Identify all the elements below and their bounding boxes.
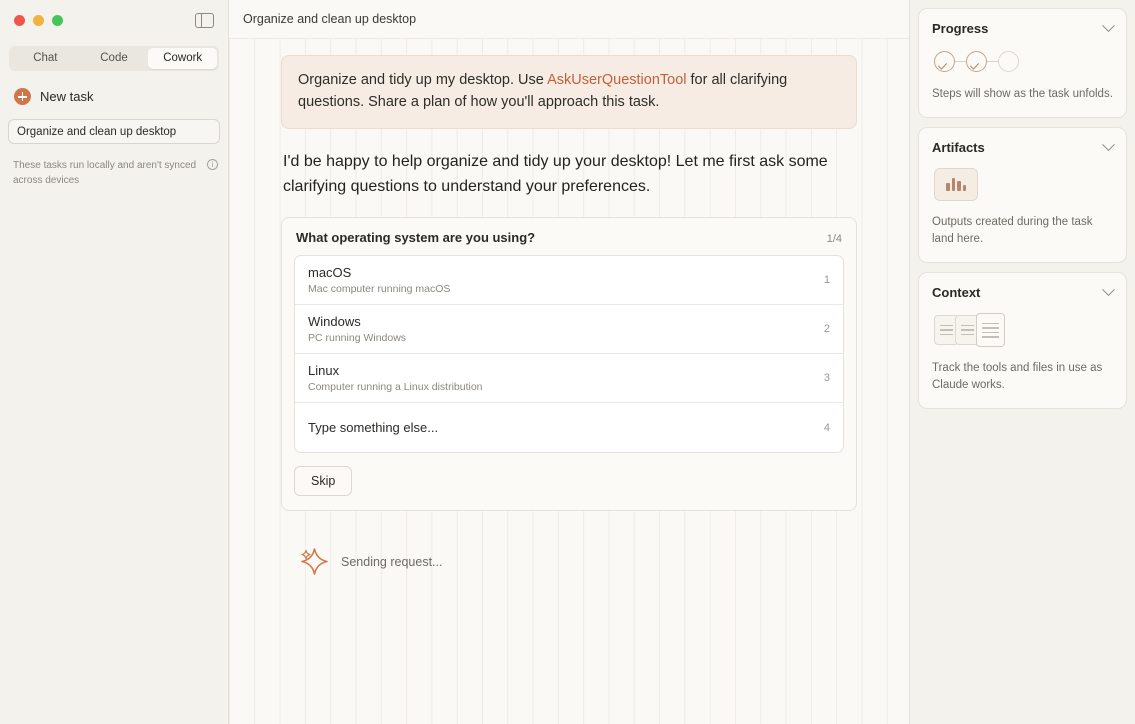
option-description: Computer running a Linux distribution <box>308 381 483 393</box>
step-connector <box>987 61 998 63</box>
artifacts-title: Artifacts <box>932 140 985 155</box>
option-description: PC running Windows <box>308 332 407 344</box>
tab-chat[interactable]: Chat <box>33 52 58 64</box>
option-custom[interactable] <box>295 403 843 452</box>
tool-name-highlight: AskUserQuestionTool <box>547 72 687 88</box>
question-counter: 1/4 <box>826 233 842 245</box>
option-number: 1 <box>823 274 830 286</box>
step-indicator-2 <box>966 51 987 72</box>
option-windows[interactable] <box>295 305 843 354</box>
progress-card <box>918 8 1127 118</box>
progress-note: Steps will show as the task unfolds. <box>932 88 1113 100</box>
main-panel <box>229 0 910 724</box>
page-title-text: Organize and clean up desktop <box>243 12 417 26</box>
tab-code[interactable]: Code <box>100 52 128 64</box>
progress-steps <box>932 49 1113 86</box>
option-description: Mac computer running macOS <box>308 283 451 295</box>
plus-icon <box>14 88 31 105</box>
option-number: 2 <box>823 323 830 335</box>
context-title: Context <box>932 285 981 300</box>
sidebar-toggle-icon[interactable] <box>195 13 214 28</box>
artifacts-card <box>918 127 1127 263</box>
task-item-label: Organize and clean up desktop <box>17 125 177 138</box>
right-panel <box>910 0 1135 724</box>
option-linux[interactable] <box>295 354 843 403</box>
progress-header[interactable] <box>932 21 1113 36</box>
window-controls <box>0 0 228 40</box>
option-number: 4 <box>823 421 830 434</box>
assistant-message: I'd be happy to help organize and tidy up your desktop! Let me first ask some clarifying questions to understand your preferences. <box>283 153 828 195</box>
option-label: Type something else... <box>308 420 439 435</box>
chevron-down-icon[interactable] <box>1102 138 1115 151</box>
new-task-label: New task <box>40 89 94 104</box>
option-label: macOS <box>308 265 352 280</box>
user-prompt-card <box>281 55 857 129</box>
option-label: Linux <box>308 363 340 378</box>
conversation-scroll[interactable] <box>229 39 909 724</box>
question-header <box>294 230 844 255</box>
skip-button[interactable]: Skip <box>294 466 352 496</box>
mode-tabs <box>9 46 219 71</box>
close-window-icon[interactable] <box>14 15 25 26</box>
context-note: Track the tools and files in use as Claude works. <box>932 362 1103 391</box>
question-title: What operating system are you using? <box>296 230 536 245</box>
tab-cowork[interactable]: Cowork <box>148 48 217 69</box>
option-number: 3 <box>823 372 830 384</box>
minimize-window-icon[interactable] <box>33 15 44 26</box>
chart-artifact-icon <box>934 168 978 201</box>
artifacts-header[interactable] <box>932 140 1113 155</box>
info-icon[interactable]: i <box>207 159 218 170</box>
step-connector <box>955 61 966 63</box>
artifacts-note: Outputs created during the task land here. <box>932 216 1093 245</box>
sparkle-icon <box>300 547 329 576</box>
step-indicator-1 <box>934 51 955 72</box>
left-sidebar <box>0 0 229 724</box>
option-label: Windows <box>308 314 361 329</box>
option-list <box>294 255 844 453</box>
context-header[interactable] <box>932 285 1113 300</box>
sidebar-item-task[interactable] <box>8 119 220 144</box>
documents-icon <box>934 313 1113 347</box>
option-macos[interactable] <box>295 256 843 305</box>
sidebar-note <box>13 158 218 188</box>
prompt-text-after: for all clarifying questions. Share a plan of how you'll approach this task. <box>298 72 788 110</box>
chevron-down-icon[interactable] <box>1102 283 1115 296</box>
prompt-text-before: Organize and tidy up my desktop. Use <box>298 72 548 88</box>
step-indicator-3 <box>998 51 1019 72</box>
sidebar-note-text: These tasks run locally and aren't synced across devices <box>13 160 197 186</box>
new-task-button[interactable] <box>14 88 228 105</box>
zoom-window-icon[interactable] <box>52 15 63 26</box>
clarifying-question-card <box>281 217 857 511</box>
progress-title: Progress <box>932 21 989 36</box>
status-text: Sending request... <box>341 554 443 569</box>
chevron-down-icon[interactable] <box>1102 19 1115 32</box>
page-title <box>229 0 909 39</box>
context-card <box>918 272 1127 409</box>
status-row <box>281 511 857 576</box>
